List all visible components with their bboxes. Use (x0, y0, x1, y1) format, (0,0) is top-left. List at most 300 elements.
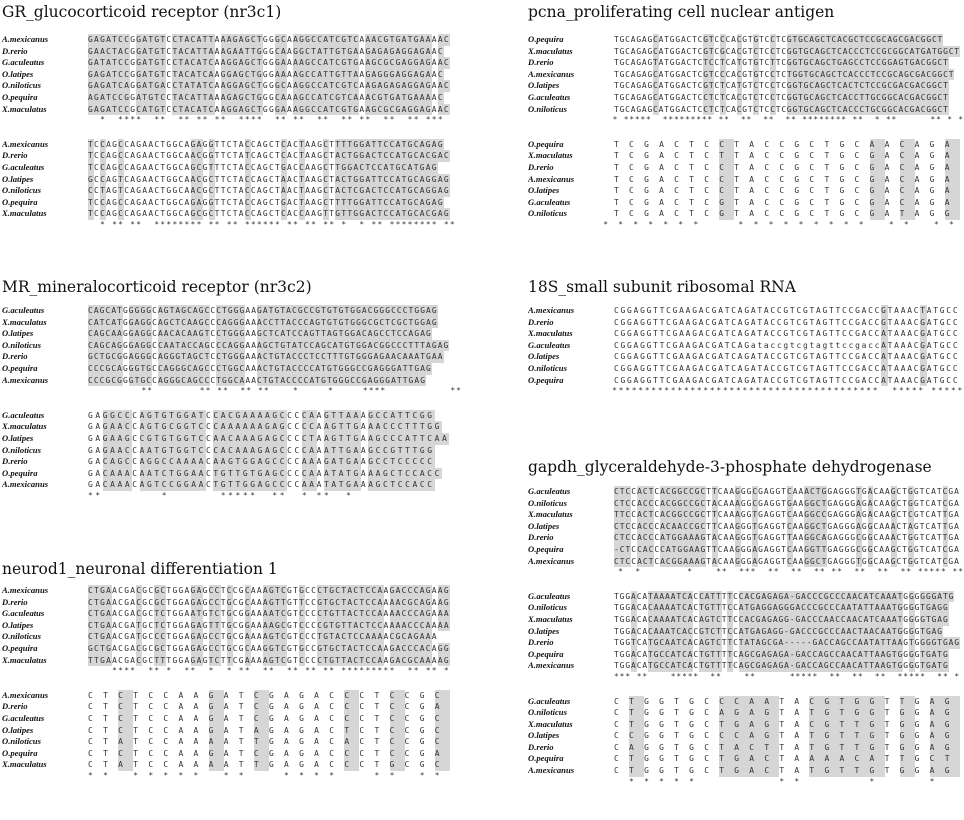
alignment-row (528, 185, 964, 197)
species-label: O.niloticus (2, 185, 41, 196)
species-label: A.mexicanus (528, 68, 575, 79)
species-label: A.mexicanus (2, 34, 49, 44)
species-label: O.niloticus (528, 602, 567, 613)
sequence-text: TGCAGAGCATGGACTCGTCTCATGTCTCCTCGGTGCAGCTCACTCTCCGCGACGACGGCT (614, 81, 949, 91)
alignment-row (528, 351, 964, 363)
sequence-text: T C G A C T C C T A C C G C T G C G A C A G A (614, 162, 960, 174)
species-label: O.latipes (2, 619, 34, 630)
consensus-row (528, 777, 964, 789)
sequence-text: TCCAGCCAGAACTGGCAACGGTTCTATCAGCTCACTAAGCTACTGGACTCCATGCACGAC (88, 151, 449, 161)
species-label: X.maculatus (528, 509, 573, 520)
alignment-row (528, 150, 964, 162)
sequence-text: TGGTCATGCAATCACAGTCTTCTATAGCGA-----GACCAGCCAATATTAAGTGGGGTGAG (614, 638, 960, 648)
alignment-row (2, 456, 462, 468)
consensus-row (528, 115, 964, 127)
sequence-text: C A G G T G C T A C T T A T G T T G T G G A G (614, 742, 960, 754)
species-label: G.aculeatus (2, 409, 45, 420)
panel-mr (2, 277, 462, 503)
species-label: O.pequira (2, 196, 38, 207)
species-label: X.maculatus (528, 328, 573, 339)
sequence-text: T C G A C T C G T A C C G C T G C G A C A G A (614, 197, 960, 209)
sequence-text: TGCAGAGCATGGACTCCTCTCACGTCTCCTCGGTGCAGCTCACCTTGCGGCACGACGGCT (614, 92, 949, 102)
alignment-row (2, 725, 462, 737)
alignment-row (2, 92, 462, 104)
species-label: O.pequira (2, 642, 38, 653)
consensus-row (2, 771, 462, 783)
sequence-text: TGGACATGCCATCACTGTTTTCAGCGAGAGA-GACCAGCCAACATTAAGTGGGGTGATG (614, 661, 948, 671)
sequence-text: G A C A A A C A G T C C G G A A C T G T T G G A G C C C C A A A T A T G A A A G C T C C A C C (88, 479, 435, 491)
panel-title: neurod1_neuronal differentiation 1 (2, 560, 278, 578)
alignment-row (2, 643, 462, 655)
sequence-text: C T G G T G C T G A C T A A A A C A T T G C T (614, 753, 960, 765)
sequence-text: CAGCAGGGAGGCCAATACCAGCCCAGGAAAGCTGTATCCAGCATGTGGACGGCCCTTTAGAG (88, 340, 449, 350)
alignment-row (528, 46, 964, 58)
alignment-row (528, 753, 964, 765)
sequence-text: GAACTACGGATGTCTACATTAAAGAATTGGGCAAGGCTATTGTGAAGAGAGAGGAGAAC (88, 46, 443, 56)
sequence-text: G A G A A G C C G T G T G G T C C A A C A A A G A G C C C C T A A G T T G A A G C C C A T T C A A (88, 433, 449, 445)
sequence-text: C T A T C C A A A A T T G A G A C C C T G C G C (88, 759, 450, 771)
sequence-text: C T C T C C A A G A T C G A G A C C C T C C G C (88, 713, 450, 725)
sequence-text: CCCGCGGGTGCCAGGGCAGCCCTGGCAAACTGTACCCCATGTGGGCCGAGGGATTGAG (88, 375, 426, 385)
species-label: O.niloticus (2, 736, 41, 747)
species-label: A.mexicanus (2, 374, 49, 385)
sequence-text: -CTCCACCCATGGAAGTTCAAGGGAGAGGTCAAGGTTGAGGGCGGCAAGCTGGTCATCGA (614, 544, 960, 554)
species-label: D.rerio (528, 161, 554, 172)
species-label: A.mexicanus (2, 689, 49, 700)
species-label: G.aculeatus (528, 695, 571, 706)
panel-pcna (528, 2, 964, 232)
species-label: A.mexicanus (2, 479, 49, 490)
species-label: O.latipes (528, 625, 560, 636)
consensus-row (2, 666, 462, 678)
alignment-block (2, 34, 462, 127)
sequence-text: TCCAGCCAGAACTGGCAGCGTTTCTACCAGCTGACCAAGCTTGGACTCCATGCATGAG (88, 162, 437, 172)
alignment-row (2, 585, 462, 597)
species-label: X.maculatus (2, 421, 47, 432)
alignment-block (2, 690, 462, 783)
species-label: G.aculeatus (528, 196, 571, 207)
alignment-row (528, 602, 964, 614)
panel-title: 18S_small subunit ribosomal RNA (528, 278, 796, 296)
species-label: X.maculatus (528, 150, 573, 161)
sequence-text: CAGCAAGGAGGCAACACAAGTCCTGGGAAGCTCATCCAGTTAGTGGACAGCCTCCAGAG (88, 329, 431, 339)
alignment-row (2, 433, 462, 445)
sequence-text: GAGATCCGGATGTCTACATCAAGGAGCTGGGAAAAGCCATTGTTAAGAGGGAGGAGAAC (88, 69, 443, 79)
alignment-row (2, 375, 462, 387)
species-label: D.rerio (528, 741, 554, 752)
alignment-row (2, 139, 462, 151)
alignment-row (2, 150, 462, 162)
sequence-text: C T G G T G C A G A G T A T G T G G T G G A G (614, 707, 960, 719)
sequence-text: GCCAGTCAGAACTGGCAACGCTTCTACCAGCTAACTAAGCTACTGGATTCCATGCAGGAG (88, 174, 449, 184)
alignment-row (2, 748, 462, 760)
sequence-text: CTGAACGACGCGCTGGAGAGCCTCCGCAAAGTCGTGCCCTGCTACTCCAAGACCCAGAAG (88, 586, 449, 595)
alignment-row (528, 104, 964, 116)
species-label: G.aculeatus (2, 305, 45, 315)
alignment-row (528, 317, 964, 329)
species-label: G.aculeatus (528, 590, 571, 601)
sequence-text: T C G A C T C T T A C C G C T G C G A C A G A (614, 150, 960, 162)
species-label: X.maculatus (528, 45, 573, 56)
alignment-row (528, 174, 964, 186)
species-label: O.pequira (2, 467, 38, 478)
alignment-row (528, 556, 964, 568)
alignment-row (528, 162, 964, 174)
species-label: A.mexicanus (2, 138, 49, 149)
sequence-text: TGGACACAAATCACCGTCTTCCATGAGAGG-GACCCGCCCAACTAACAATGGGGTGAG (614, 626, 943, 636)
species-label: G.aculeatus (528, 339, 571, 350)
alignment-row (528, 139, 964, 151)
sequence-text: AGATCCGGATGTCCTACATTAAAGAGCTGGGCAAAGCCATCGTCAAACGTGATGAAAAC (88, 92, 443, 102)
species-label: D.rerio (528, 57, 554, 68)
species-label: O.niloticus (2, 444, 41, 455)
alignment-row (528, 521, 964, 533)
alignment-block (528, 305, 964, 398)
consensus-marks: **** ** * ** * * ** ** ** ** ** ********* ** ** * (112, 666, 449, 676)
sequence-text: C T C T C C A A G A T C G A G A C C C T C C G C (88, 690, 450, 702)
alignment-row (528, 719, 964, 731)
alignment-row (2, 479, 462, 491)
species-label: O.niloticus (528, 208, 567, 219)
sequence-text: GCTGACGACGCGCTGGAGAGCCTGCGCAAGGTCGTGCCGTGCTACTCCAAGACCCACAGG (88, 643, 449, 653)
alignment-row (528, 197, 964, 209)
alignment-row (528, 544, 964, 556)
sequence-text: CTCCACTCACGGCCGCTTCAAGGGCGAGGTCAAACTGGAGGGTGACAAGCTGGTCATCGA (614, 487, 960, 496)
alignment-row (528, 696, 964, 708)
sequence-text: T C G A C T C C T A C C G C T G C A A C A G A (614, 139, 960, 151)
alignment-row (2, 57, 462, 69)
species-label: G.aculeatus (528, 91, 571, 102)
sequence-text: T C G A C T C G T A C C G C T G C G A T A G G (614, 208, 960, 220)
panel-18s (528, 277, 964, 398)
alignment-row (528, 742, 964, 754)
sequence-text: G A C A A A C A A T C T G G A A C T G T T G T G A G C C C C A A A T A T G A A A G C T C C A C C (88, 468, 442, 480)
alignment-row (528, 591, 964, 603)
alignment-row (2, 208, 462, 220)
species-label: D.rerio (2, 596, 28, 607)
species-label: O.niloticus (528, 362, 567, 373)
sequence-text: T C G A C T C C T A C C G C T G C G A C A G A (614, 174, 960, 186)
species-label: X.maculatus (2, 208, 47, 219)
sequence-text: C G G A G G T T C G A A G A C G A T C A G A T A C C G T C G T A G T T C C G A C C A T A A A C G A T G C C (614, 352, 958, 362)
consensus-marks: * * * * * * * * * * * * * * * * * (88, 770, 440, 780)
species-label: D.rerio (528, 316, 554, 327)
species-label: O.pequira (2, 747, 38, 758)
species-label: X.maculatus (2, 103, 47, 114)
sequence-text: CTCCACCCACGGCCGCTACAAAGGCGAGGTGAAGGCTGAGGGAGACAAGCTGGTCATCGA (614, 498, 960, 508)
species-label: O.latipes (2, 68, 34, 79)
alignment-block (528, 486, 964, 579)
alignment-block (528, 139, 964, 232)
species-label: O.niloticus (528, 497, 567, 508)
sequence-text: GATATCCGGATGTCCTACATCAAGGAGCTGGGAAAAGCCATCGTGAAGCGCGAGGAGAAC (88, 58, 449, 68)
alignment-row (2, 597, 462, 609)
sequence-text: CTGAACGATGCTCTGGAGAGTTTGCGGAAAAGCGTCCCCGTGTTACTCCAAAACCCAAAA (88, 620, 449, 630)
sequence-text: C T G G T G C T G A G T A C G T T G T G G A G (614, 719, 960, 731)
species-label: O.latipes (2, 328, 34, 339)
alignment-row (2, 46, 462, 58)
alignment-row (2, 34, 462, 46)
alignment-row (2, 340, 462, 352)
alignment-row (2, 80, 462, 92)
sequence-text: C G G A G G T T C G A A G A C G A T C A G A T A C C G T C G T A G T T C C G A C C A T A A A C G A T G C C (614, 375, 958, 385)
sequence-text: GAGATCCGGATGTCCTACATTAAAGAGCTGGGCAAGGCCATCGTCAAACGTGATGAAAAC (88, 35, 449, 44)
species-label: X.maculatus (2, 316, 47, 327)
species-label: O.latipes (528, 80, 560, 91)
alignment-row (2, 631, 462, 643)
consensus-marks: * * * * * * * * * * * * * * * * * * * * * * * * * * * * * * * * * * * * * * * * * * * * * * * * * * * (612, 386, 963, 396)
alignment-row (528, 208, 964, 220)
alignment-row (528, 614, 964, 626)
sequence-text: TGGACACAAAATCACTGTTTCCATGAGGAGGGACCCGCCCAATATTAAATGGGGTGAGG (614, 603, 948, 613)
consensus-row (528, 672, 964, 684)
sequence-text: CTCCACCCATGGAAAGTACAAGGGTGAGGTTAAGGCAGAGGGCGGCAAACTGGTCATTGA (614, 533, 960, 543)
alignment-row (528, 363, 964, 375)
alignment-row (2, 608, 462, 620)
panel-title: pcna_proliferating cell nuclear antigen (528, 3, 835, 21)
species-label: O.pequira (2, 362, 38, 373)
sequence-text: TGCAGAGCATGGACTCCTCTCACGTCTCCTCGGTGCAGCTCACCCTGCGGCACGACGGCT (614, 104, 949, 114)
alignment-row (2, 701, 462, 713)
consensus-row (2, 491, 462, 503)
sequence-text: C T C T C C A A G A T C G A G A C C C T C C G A (88, 748, 450, 760)
alignment-row (528, 80, 964, 92)
species-label: O.niloticus (2, 339, 41, 350)
species-label: O.latipes (2, 173, 34, 184)
alignment-block (2, 139, 462, 232)
sequence-text: TGCAGAGCATGGACTCGTCCCACGTGTCCTCTGGTGCAGCTCACCCTCCGCAGCGACGGCT (614, 69, 954, 79)
sequence-text: GAGATCCGCATGTCCTACATCAAGGAGCTGGGAAAGGCCATCGTGAAGCGCGAGGAGAAC (88, 104, 449, 114)
alignment-row (2, 162, 462, 174)
species-label: D.rerio (2, 701, 28, 712)
sequence-text: TGCAGAGCATGGACTCGTCGCACGTCTCCTCGGTGCAGCTCACCCTCCGCGGCATGATGGCT (614, 46, 960, 56)
panel-title: MR_mineralocorticoid receptor (nr3c2) (2, 278, 312, 296)
alignment-row (528, 69, 964, 81)
consensus-row (2, 220, 462, 232)
alignment-row (2, 713, 462, 725)
consensus-row (2, 115, 462, 127)
species-label: X.maculatus (528, 718, 573, 729)
alignment-row (2, 690, 462, 702)
consensus-marks: * * * * * * * * * * * * * * * * * * * * (603, 219, 954, 229)
sequence-text: G A G A A C C A G T G C G G T C C C A A A A A A G A G C C C C A A G T T G A A A C C C T T T G G (88, 421, 442, 433)
species-label: O.latipes (528, 351, 560, 362)
alignment-row (528, 34, 964, 46)
consensus-row (2, 386, 462, 398)
species-label: O.pequira (528, 34, 564, 44)
species-label: O.pequira (2, 91, 38, 102)
alignment-row (528, 328, 964, 340)
sequence-text: C G G A G G T T C G A A G A C G A T C A G a t a c c g t c g t a g t t c c g a c c A T A A A C G A T G C C (614, 340, 958, 350)
alignment-block (2, 305, 462, 398)
sequence-text: TGCAGAGTATGGACTCTCCTCATGTGTCTTCGGTGCAGCTGAGCCTCCGGAGTGACGGCT (614, 58, 949, 68)
species-label: G.aculeatus (2, 161, 45, 172)
sequence-text: CCCGCAGGGTGCCAGGGCAGCCCTGGCAAACTGTACCCCATGTGGGCCGAGGGATTGAG (88, 363, 431, 373)
alignment-row (528, 375, 964, 387)
alignment-row (528, 92, 964, 104)
species-label: O.pequira (528, 648, 564, 659)
species-label: D.rerio (2, 351, 28, 362)
sequence-text: C G G A G G T T C G A A G A C G A T C A G A T A C C G T C G T A G T T C C G A C C A T A A A C G A T G C C (614, 363, 958, 373)
consensus-marks: * * * * * * * * * (629, 776, 935, 786)
sequence-text: G A G A A C C A A T G T G G T C C C A C A A A G A G C C C C A A A T T G A A G C C G T T T G G (88, 445, 435, 457)
sequence-text: T C G A C T C C T A C C G C T G C G A C A G A (614, 185, 960, 197)
sequence-text: CTGAACGACGCGCTGGAGAGCCTGCGCAAAGTTGTTCCGTGCTACTCCAAAACGCAGAAG (88, 597, 449, 607)
species-label: A.mexicanus (528, 765, 575, 776)
species-label: O.pequira (528, 138, 564, 149)
sequence-text: TTGAACGACGCTTTGGAGAGTCTTCGAAAAGTCGTCCCCTGTTACTCCAAGACGCAAAAG (88, 655, 449, 665)
sequence-text: C G G A G G T T C G A A G A C G A T C A G A T A C C G T C G T A G T T C C G A C C G T A A A C T A T G C C (614, 306, 958, 315)
alignment-row (528, 305, 964, 317)
alignment-row (2, 468, 462, 480)
sequence-text: C G G A G G T T C G A A G A C G A T C A G A T A C C G T C G T A G T T C C G A C C G T A A A C G A T G C C (614, 317, 958, 327)
alignment-row (2, 363, 462, 375)
panel-gr (2, 2, 462, 232)
alignment-row (528, 730, 964, 742)
species-label: O.niloticus (2, 80, 41, 91)
sequence-text: CTCCACTCACGGAAAGTACAAGGGAGAGGTCAAGGCTGAGGGTGGCAAGCTGGTCATCGA (614, 556, 960, 566)
alignment-row (528, 498, 964, 510)
alignment-row (2, 185, 462, 197)
alignment-row (2, 421, 462, 433)
sequence-text: CTGAACGATGCCCTGGAGAGCCTGCGAAAAGTCGTCCCTGTACTCCAAAACGCAGAAA (88, 632, 437, 642)
species-label: A.mexicanus (528, 173, 575, 184)
alignment-block (528, 696, 964, 789)
species-label: A.mexicanus (528, 660, 575, 671)
species-label: O.latipes (528, 185, 560, 196)
sequence-text: C T C T C C A A G A T C G A G A C C C T C C G A (88, 701, 450, 713)
species-label: X.maculatus (528, 613, 573, 624)
alignment-row (2, 104, 462, 116)
panel-title: GR_glucocorticoid receptor (nr3c1) (2, 3, 282, 21)
species-label: O.latipes (2, 432, 34, 443)
sequence-text: GAGATCAGGATGACCTATATCAAGGAGCTGGGCAAGGCCATCGTCAAGAGAGAGGAGAAC (88, 81, 449, 91)
alignment-row (2, 759, 462, 771)
species-label: X.maculatus (2, 759, 47, 770)
species-label: D.rerio (528, 532, 554, 543)
species-label: O.latipes (528, 730, 560, 741)
sequence-text: TGGACATAAAATCACCATTTTCCACGAGAGA-GACCCGCCCAACATCAAATGGGGGGATG (614, 591, 954, 601)
alignment-row (2, 197, 462, 209)
consensus-marks: * * * ** *** ** ** ** ** ** ** ** ***** ** (618, 567, 964, 577)
consensus-marks: * * * * * * * * * * * * * * (88, 490, 352, 500)
alignment-row (2, 305, 462, 317)
alignment-row (528, 707, 964, 719)
sequence-text: TCCAGCCAGAACTGGCAGCGCTTCTACCAGCTCACCAAGTTGTTGGACTCCATGCACGAG (88, 209, 449, 219)
species-label: O.niloticus (2, 631, 41, 642)
alignment-row (528, 57, 964, 69)
sequence-text: G A C A G C C A G G C C A A A A C A A G T G G A G C C C C A A A G A T G A A G C C T C C C C C (88, 456, 435, 468)
sequence-text: C T A T C C A A A A T T G A G A C A C T C C G C (88, 736, 450, 748)
species-label: O.niloticus (528, 707, 567, 718)
sequence-text: TGCAGAGCATGGACTCGTCCCACGTGTCCTCGTGCAGCTCACGCTCCGCAGCGACGGCT (614, 35, 943, 44)
panel-title: gapdh_glyceraldehyde-3-phosphate dehydrogenase (528, 458, 932, 476)
consensus-row (528, 567, 964, 579)
species-label: O.latipes (528, 520, 560, 531)
species-label: G.aculeatus (2, 712, 45, 723)
alignment-block (2, 410, 462, 503)
alignment-block (528, 34, 964, 127)
sequence-text: TGGACATGCCATCACTGTTTTCAGCGAGAGA-GACCAGCCAACATTAAGTGGGGTGATG (614, 649, 948, 659)
sequence-text: TGGACACAAAATCACAGTCTTCCACGAGAGG-GACCCAACCAACATCAAATGGGGTGAG (614, 614, 948, 624)
consensus-marks: * **** ** ** ** ** **** ** ** ** ** ** ** ** *** (100, 115, 443, 125)
alignment-row (2, 655, 462, 667)
species-label: A.mexicanus (528, 305, 575, 315)
alignment-row (2, 445, 462, 457)
alignment-block (528, 591, 964, 684)
sequence-text: TTCCACTCACGGCCGCTTCAAAGGTGAGGTCAAGGCCGAGGGAGACAAGCTCGTCATTGA (614, 510, 960, 520)
alignment-row (528, 649, 964, 661)
species-label: X.maculatus (2, 654, 47, 665)
alignment-row (2, 410, 462, 422)
alignment-row (2, 328, 462, 340)
alignment-row (528, 532, 964, 544)
sequence-text: CCTAGTCAGAACTGGCAACGCTTCTACCAGCTAACTAAGCTACTCGACTCCATGCAGGAG (88, 186, 449, 196)
alignment-row (2, 620, 462, 632)
consensus-marks: * ***** ********* ** ** ** ** ******** ** * ** ** * * (612, 115, 964, 125)
species-label: D.rerio (528, 637, 554, 648)
sequence-text: GCTGCGGAGGGCAGGGTAGCTCCTGGGAAACTGTACCCTCCTTTGTGGGAGAACAAATGAA (88, 352, 443, 362)
sequence-text: C T G G T G C C C A A T A C G T G G T T G A G (614, 696, 960, 708)
alignment-row (2, 351, 462, 363)
consensus-marks: ** ** ** ** ** * * **** ** (141, 386, 462, 396)
alignment-row (2, 736, 462, 748)
species-label: O.niloticus (528, 103, 567, 114)
species-label: D.rerio (2, 456, 28, 467)
alignment-row (528, 486, 964, 498)
panel-gapdh (528, 457, 964, 788)
alignment-row (2, 174, 462, 186)
sequence-text: CATCATGGAGGCAGCTCAAGCCCAGGGAAACCTTACCCAGTGTGTGGGCGCTCGCTGGAG (88, 317, 437, 327)
consensus-row (528, 220, 964, 232)
sequence-text: CTGAACGACGCTCTGGAATGTCTGCGGAAAATCGTCCCCTGTTACTCCAAAACCCAGAAA (88, 609, 449, 619)
species-label: O.pequira (528, 753, 564, 764)
species-label: G.aculeatus (2, 57, 45, 68)
consensus-marks: * ** ** ******** ** ** ****** ** ** ** * * ** ******** ** (100, 219, 455, 229)
sequence-text: C T G G T G C T G A C T A T G T T G T G G A G (614, 765, 960, 777)
sequence-text: TCCAGCCAGAACTGGCAGAGGTTCTACCAGCTGACTAAGCTTTTGGATTCCATGCAGAG (88, 197, 443, 207)
species-label: D.rerio (2, 150, 28, 161)
species-label: G.aculeatus (2, 608, 45, 619)
sequence-text: TCCAGCCAGAACTGGCAGAGGTTCTACCAGCTCACTAAGCTTTTGGATTCCATGCAGAG (88, 139, 443, 149)
alignment-row (528, 637, 964, 649)
sequence-text: C G G A G G T T C G A A G A C G A T C A G A T A C C G T C G T A G T T C C G A C C A T A A A C G A T G C C (614, 329, 958, 339)
species-label: D.rerio (2, 45, 28, 56)
species-label: G.aculeatus (528, 486, 571, 496)
alignment-row (528, 660, 964, 672)
sequence-text: C T C T C C A A G A T A G A G A C T C T C C G C (88, 725, 450, 737)
sequence-text: CAGCATGGGGGCAGTAGCAGCCCTGGGAAGATGTACGCCGTGTGTGGACGGGCCCTGGAG (88, 306, 437, 315)
consensus-marks: *** ** ***** ** ** ***** ** ** ** ***** ** * (614, 671, 960, 681)
sequence-text: CTCCACCCACAACCGCTTCAAGGGTGAGGTCAAGGCTGAGGGAGGCAAACTAGTCATTGA (614, 521, 960, 531)
alignment-row (528, 765, 964, 777)
sequence-text: G A G G C C C A G T G T G G A T C C A C G A A A A G C C C C A A G T T A A A G C C A T T C G G (88, 410, 435, 422)
panel-neurod1 (2, 559, 462, 783)
species-label: O.latipes (2, 724, 34, 735)
alignment-row (528, 626, 964, 638)
alignment-block (2, 585, 462, 678)
species-label: O.pequira (528, 374, 564, 385)
alignment-row (2, 317, 462, 329)
alignment-row (528, 509, 964, 521)
alignment-row (2, 69, 462, 81)
consensus-row (528, 386, 964, 398)
alignment-row (528, 340, 964, 352)
species-label: A.mexicanus (2, 585, 49, 595)
species-label: A.mexicanus (528, 555, 575, 566)
sequence-text: C C G G T G C C C A G T A T G T T G T G G A G (614, 730, 960, 742)
species-label: O.pequira (528, 543, 564, 554)
